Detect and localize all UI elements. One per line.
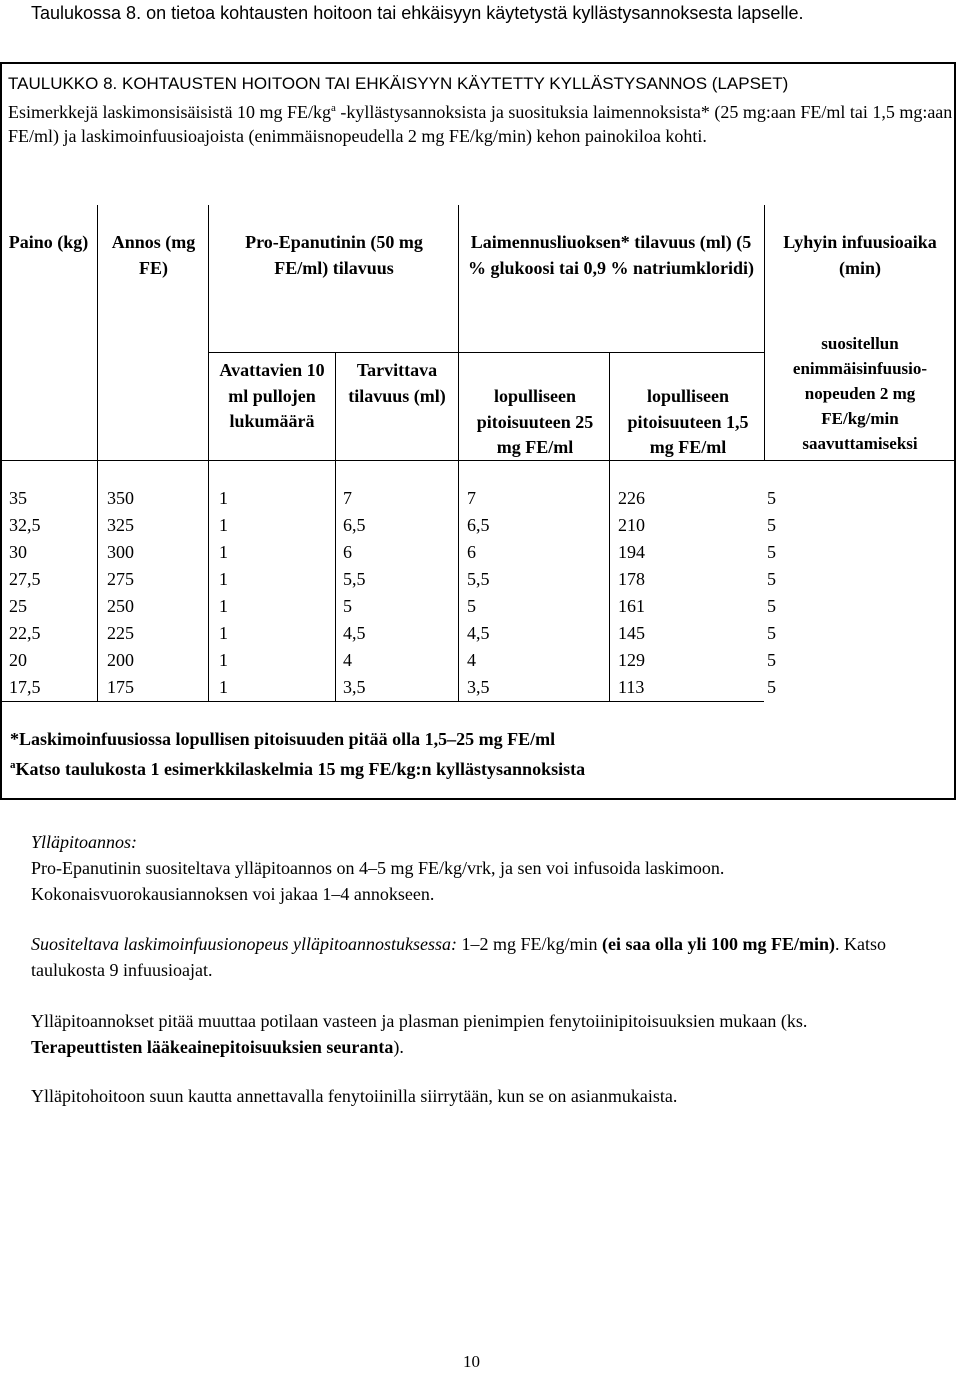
table-title: TAULUKKO 8. KOHTAUSTEN HOITOON TAI EHKÄISYYN KÄYTETTY KYLLÄSTYSANNOS (LAPSET)	[8, 74, 789, 93]
header-annos: Annos (mg FE)	[111, 232, 196, 278]
header-laimennus: Laimennusliuoksen* tilavuus (ml) (5 % glukoosi tai 0,9 % natriumkloridi)	[467, 232, 755, 278]
maintenance-heading: Ylläpitoannos:	[31, 832, 138, 852]
monitoring-link-text: Terapeuttisten lääkeainepitoisuuksien seuranta	[31, 1037, 394, 1057]
header-pro-epanutin: Pro-Epanutinin (50 mg FE/ml) tilavuus	[245, 232, 423, 278]
table-row: 20 200 1 4 4 129 5	[9, 650, 776, 670]
maintenance-paragraph-4: Ylläpitohoitoon suun kautta annettavalla fenytoiinilla siirrytään, kun se on asianmukaista.	[31, 1086, 678, 1106]
table-row: 17,5 175 1 3,5 3,5 113 5	[9, 677, 776, 697]
table-row: 30 300 1 6 6 194 5	[9, 542, 776, 562]
table-bottom-line	[0, 701, 764, 702]
intro-text: Taulukossa 8. on tietoa kohtausten hoitoon tai ehkäisyyn käytetystä kyllästysannoksesta lapselle.	[31, 3, 804, 23]
table-row: 35 350 1 7 7 226 5	[9, 488, 776, 508]
header-divider	[208, 352, 764, 353]
header-laimennus-15: lopulliseen pitoisuuteen 1,5 mg FE/ml	[627, 386, 749, 457]
header-laimennus-25: lopulliseen pitoisuuteen 25 mg FE/ml	[476, 386, 594, 457]
maintenance-paragraph-1: Pro-Epanutinin suositeltava ylläpitoannos on 4–5 mg FE/kg/vrk, ja sen voi infusoida laskimoon. Kokonaisvuorokausiannoksen voi jakaa 1–4 annokseen.	[31, 858, 725, 904]
table-description: Esimerkkejä laskimonsisäisistä 10 mg $FE/kg^a$ -kyllästysannoksista ja suosituksia laimennoksista* (25 mg:aan FE/ml tai 1,5 mg:aan FE/ml) ja laskimoinfuusioajoista (enimmäisnopeudella 2 mg FE/kg/min) kehon painokiloa kohti.	[8, 102, 953, 146]
header-pullot: Avattavien 10 ml pullojen lukumäärä	[219, 360, 325, 431]
column-divider	[764, 205, 765, 460]
page-number: 10	[463, 1352, 480, 1371]
maintenance-paragraph-3: Ylläpitoannokset pitää muuttaa potilaan vasteen ja plasman pienimpien fenytoiinipitoisuuksien mukaan (ks. Terapeuttisten lääkeainepitoisuuksien seuranta).	[31, 1011, 808, 1057]
table-row: 25 250 1 5 5 161 5	[9, 596, 776, 616]
header-lyhyin: Lyhyin infuusioaika (min)	[783, 232, 937, 278]
header-tarvittava: Tarvittava tilavuus (ml)	[348, 360, 446, 406]
header-paino: Paino (kg)	[8, 232, 89, 252]
table-row: 27,5 275 1 5,5 5,5 178 5	[9, 569, 776, 589]
footnote-example: $^a$Katso taulukosta 1 esimerkkilaskelmia 15 mg FE/kg:n kyllästysannoksista	[10, 759, 586, 779]
header-lyhyin-sub: suositellun enimmäisinfuusio-nopeuden 2 mg FE/kg/min saavuttamiseksi	[792, 334, 928, 453]
maintenance-paragraph-2: Suositeltava laskimoinfuusionopeus ylläpitoannostuksessa: 1–2 mg FE/kg/min (ei saa olla yli 100 mg FE/min). Katso taulukosta 9 infuusioajat.	[31, 934, 886, 980]
table-row: 32,5 325 1 6,5 6,5 210 5	[9, 515, 776, 535]
table-title-block	[8, 72, 953, 148]
table-row: 22,5 225 1 4,5 4,5 145 5	[9, 623, 776, 643]
footnote-concentration: *Laskimoinfuusiossa lopullisen pitoisuuden pitää olla 1,5–25 mg FE/ml	[10, 729, 556, 749]
